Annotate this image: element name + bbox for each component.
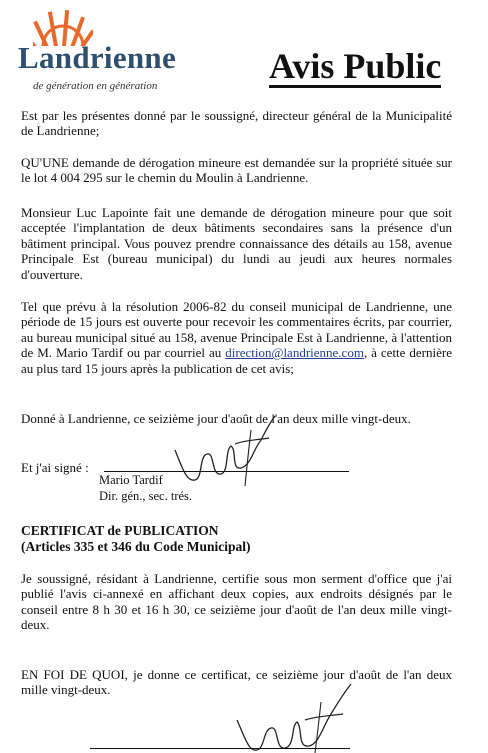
paragraph-request: QU'UNE demande de dérogation mineure est demandée sur la propriété située sur le lot 4 004 295 sur le chemin du Moulin à Landrienne. — [21, 155, 452, 186]
email-link[interactable]: direction@landrienne.com — [225, 345, 364, 361]
certificate-closing: EN FOI DE QUOI, je donne ce certificat, ce seizième jour d'août de l'an deux mille vingt-deux. — [21, 667, 452, 698]
signer-role: Dir. gén., sec. trés. — [99, 489, 193, 503]
certificate-signature-line — [90, 748, 350, 749]
logo-name: Landrienne — [18, 40, 177, 75]
certificate-signature-icon — [225, 680, 365, 753]
paragraph-intro: Est par les présentes donné par le soussigné, directeur général de la Municipalité de Landrienne; — [21, 108, 452, 139]
certificate-paragraph: Je soussigné, résidant à Landrienne, certifie sous mon serment d'office que j'ai publié l'avis ci-annexé en affichant deux copies, aux endroits désignés par le conseil entre 8 h 30 et 16 h 30, ce seizième jour d'août de l'an deux mille vingt-deux. — [21, 571, 452, 633]
comment-period-text: Tel que prévu à la résolution 2006-82 du conseil municipal de Landrienne, une période de 15 jours est ouverte pour recevoir les commentaires écrits, par courrier, au bureau municipal situé au 158, avenue Principale Est à Landrienne, à l'attention de M. Mario Tardif ou par courriel au — [21, 299, 452, 361]
logo-tagline: de génération en génération — [33, 80, 158, 92]
paragraph-details: Monsieur Luc Lapointe fait une demande de dérogation mineure pour que soit acceptée l'implantation de deux bâtiments secondaires sans la présence d'un bâtiment principal. Vous pouvez prendre connaissance des détails au 158, avenue Principale Est (bureau municipal) du lundi au jeudi aux heures normales d'ouverture. — [21, 205, 452, 282]
certificate-subtitle — [21, 539, 250, 555]
certificate-title: CERTIFICAT de PUBLICATION — [21, 523, 219, 538]
page-title: Avis Public — [269, 46, 442, 86]
paragraph-given: Donné à Landrienne, ce seizième jour d'août de l'an deux mille vingt-deux. — [21, 411, 411, 426]
municipality-logo — [18, 10, 188, 90]
comment-period-text-end: , à cette dernière au plus tard 15 jours après la publication de cet avis; — [21, 345, 452, 376]
signed-label: Et j'ai signé : — [21, 460, 89, 475]
certificate-subtitle-text: (Articles 335 et 346 du Code Municipal) — [21, 539, 251, 554]
paragraph-comment-period — [21, 299, 452, 376]
handwritten-signature-icon — [165, 410, 295, 490]
signer-name: Mario Tardif — [99, 473, 163, 487]
